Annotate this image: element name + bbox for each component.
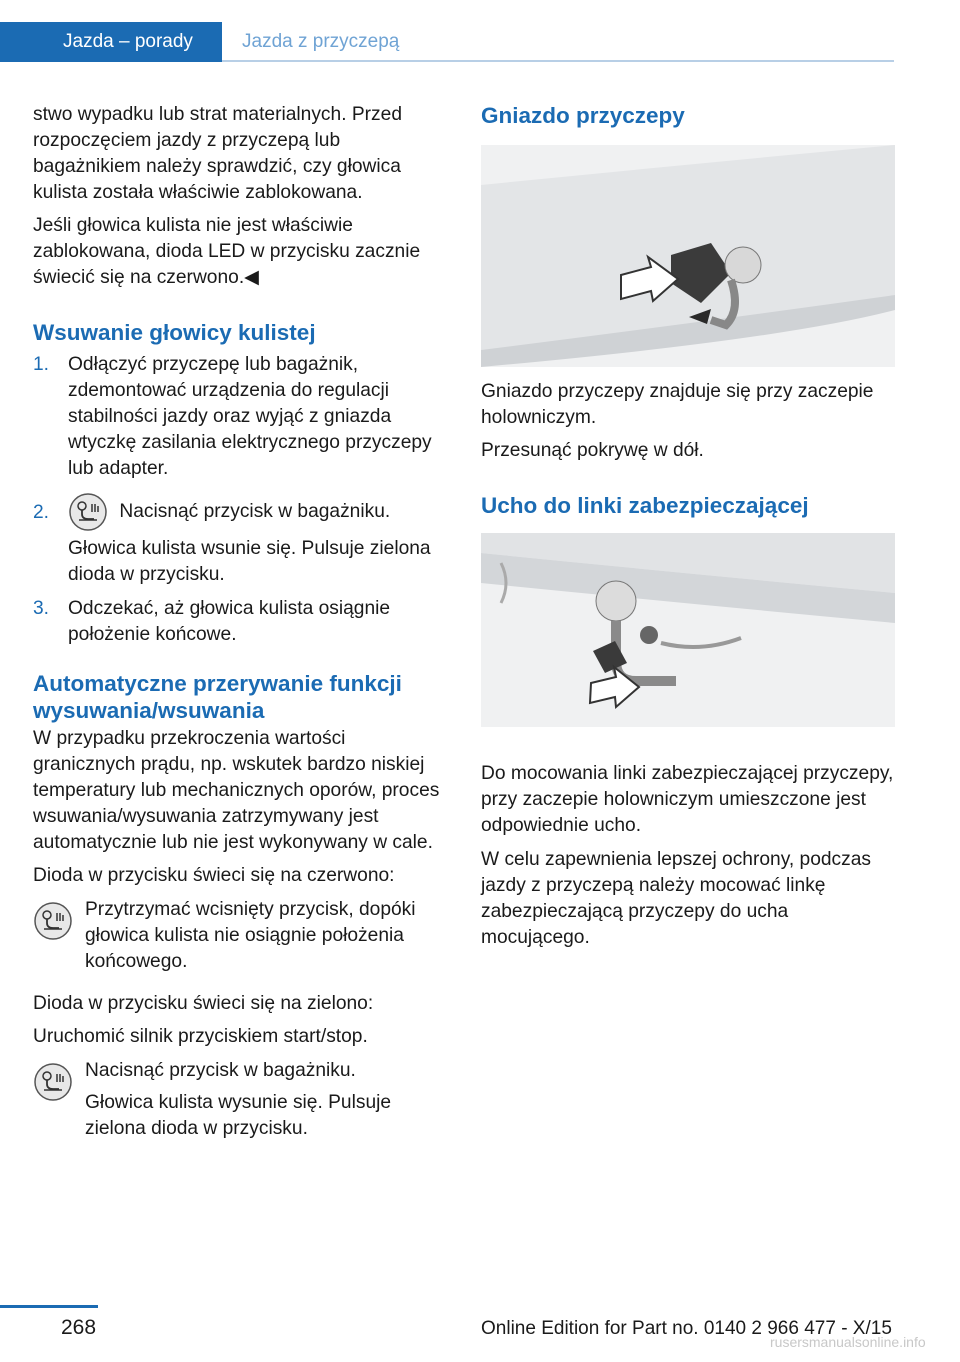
paragraph: W celu zapewnienia lepszej ochrony, podczas jazdy z przyczepą należy mocować linkę zabezpieczającą przyczepy do ucha mocującego.: [481, 849, 871, 948]
watermark: rusersmanualsonline.info: [770, 1334, 926, 1350]
right-column: [481, 102, 895, 951]
footer-divider: [0, 1305, 98, 1308]
section-heading: Gniazdo przyczepy: [481, 103, 685, 128]
header-divider: [222, 60, 894, 62]
paragraph: stwo wypadku lub strat materialnych. Przed rozpoczęciem jazdy z przyczepą lub bagażnikiem należy sprawdzić, czy głowica kulista została właściwie zablokowana.: [33, 104, 402, 203]
trailer-socket-image: [481, 145, 895, 367]
step-number: 3.: [33, 598, 50, 619]
step-number: 1.: [33, 354, 50, 375]
list-item: [33, 352, 451, 482]
step-text-row: [68, 501, 390, 522]
paragraph: Dioda w przycisku świeci się na zielono:: [33, 993, 374, 1014]
tab-label: Jazda z przyczepą: [242, 31, 400, 52]
step-text: Odczekać, aż głowica kulista osiągnie położenie końcowe.: [68, 598, 391, 645]
tab-label: Jazda – porady: [63, 31, 193, 52]
tab-jazda-porady[interactable]: [0, 22, 222, 62]
paragraph: Gniazdo przyczepy znajduje się przy zaczepie holowniczym.: [481, 381, 874, 428]
paragraph: Do mocowania linki zabezpieczającej przyczepy, przy zaczepie holowniczym umieszczone jest odpowiednie ucho.: [481, 763, 894, 836]
tab-jazda-z-przyczepa[interactable]: [242, 22, 399, 62]
page-number: 268: [61, 1316, 97, 1339]
trunk-ball-button-icon: [33, 901, 73, 941]
paragraph: Przytrzymać wcisnięty przycisk, dopóki głowica kulista nie osiągnie położenia końcowego.: [85, 899, 416, 972]
icon-paragraph: [33, 1058, 451, 1142]
section-heading: Ucho do linki zabezpieczającej: [481, 493, 809, 518]
list-item: [33, 596, 451, 648]
edition-text: Online Edition for Part no. 0140 2 966 477 - X/15: [481, 1318, 892, 1339]
section-heading: Wsuwanie głowicy kulistej: [33, 320, 316, 345]
paragraph: Jeśli głowica kulista nie jest właściwie zablokowana, dioda LED w przycisku zacznie świecić się na czerwono.◀: [33, 215, 421, 288]
step-subtext: Głowica kulista wsunie się. Pulsuje zielona dioda w przycisku.: [68, 538, 431, 585]
trunk-ball-button-icon: [68, 492, 108, 532]
paragraph: Przesunąć pokrywę w dół.: [481, 440, 704, 461]
step-number: 2.: [33, 502, 50, 523]
step-text: Nacisnąć przycisk w bagażniku.: [119, 501, 391, 523]
trunk-ball-button-icon: [33, 1062, 73, 1102]
icon-paragraph: [33, 897, 451, 975]
safety-cable-eye-image: [481, 533, 895, 727]
step-text: Odłączyć przyczepę lub bagażnik, zdemontować urządzenia do regulacji stabilności jazdy oraz wyjąć z gniazda wtyczkę zasilania elektrycznego przyczepy lub adapter.: [68, 354, 432, 479]
list-item: [33, 492, 451, 588]
paragraph: Nacisnąć przycisk w bagażniku.: [85, 1060, 356, 1081]
section-heading: Automatyczne przerywanie funkcji wysuwania/wsuwania: [33, 671, 402, 723]
paragraph: W przypadku przekroczenia wartości granicznych prądu, np. wskutek bardzo niskiej temperatury lub mechanicznych oporów, proces wsuwania/wysuwania zatrzymywany jest automatycznie lub nie jest wykonywany w cale.: [33, 728, 440, 853]
steps-list: [33, 352, 451, 648]
page-header: [0, 0, 960, 62]
paragraph: Uruchomić silnik przyciskiem start/stop.: [33, 1026, 368, 1047]
left-column: [33, 102, 451, 1142]
paragraph: Dioda w przycisku świeci się na czerwono:: [33, 865, 395, 886]
paragraph: Głowica kulista wysunie się. Pulsuje zielona dioda w przycisku.: [85, 1092, 392, 1139]
